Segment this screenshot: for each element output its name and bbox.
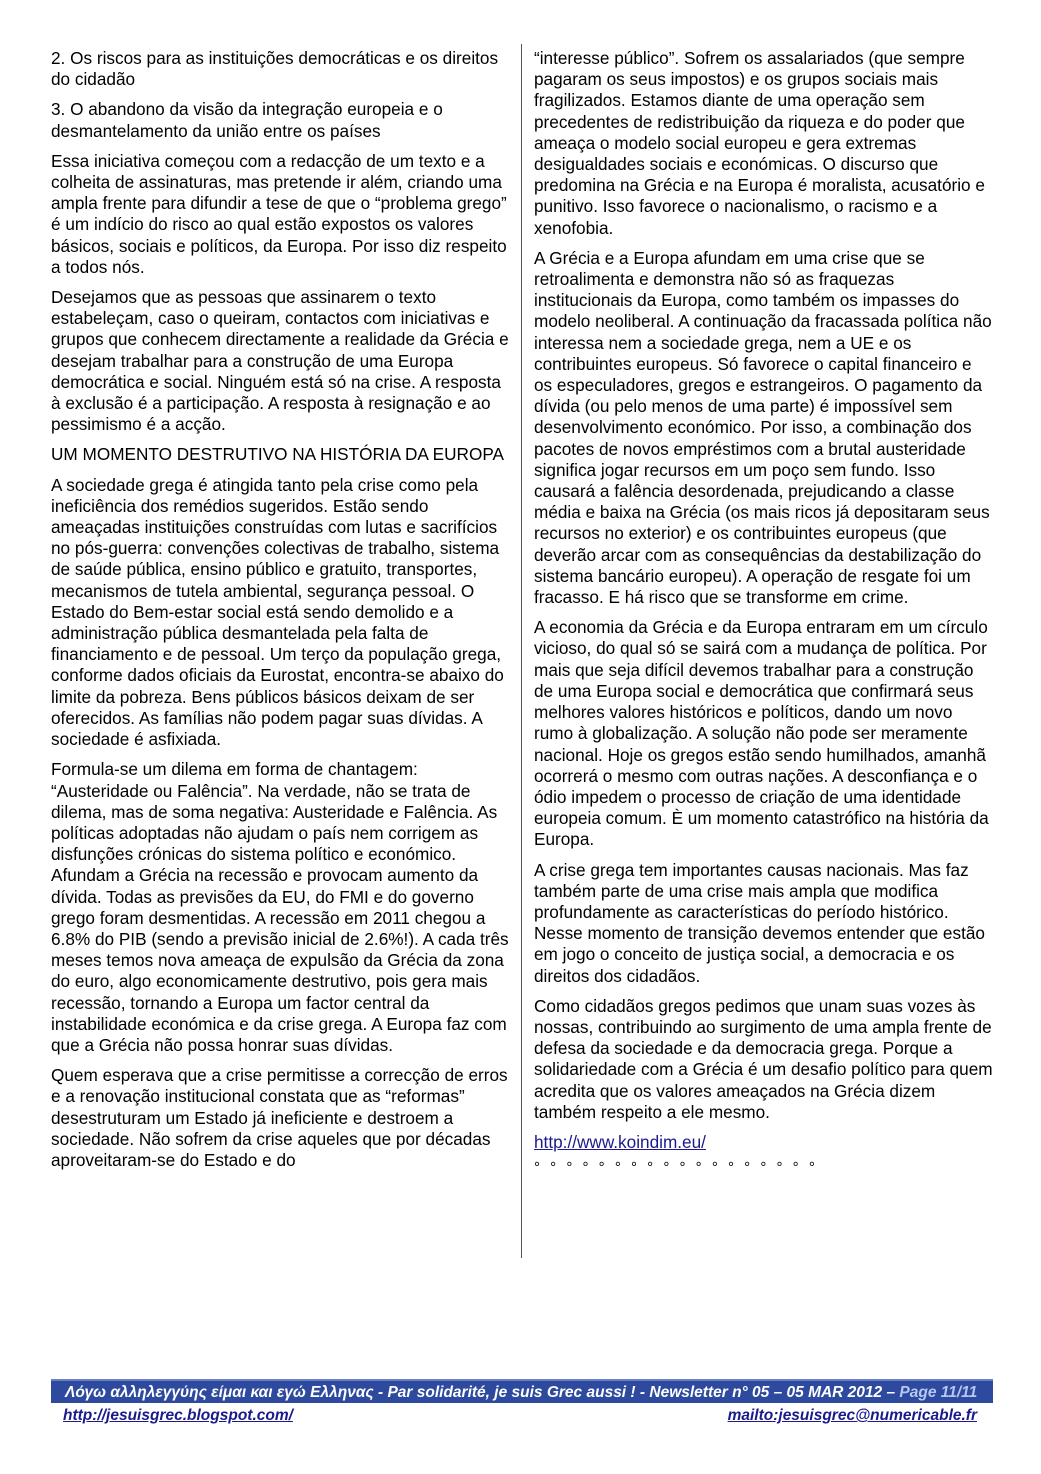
paragraph: A crise grega tem importantes causas nacionais. Mas faz também parte de uma crise mais ampla que modifica profundamente as características do período histórico. Nesse momento de transição devemos entender que estão em jogo o conceito de justiça social, a democracia e os direitos dos cidadãos. (534, 859, 985, 986)
footer-links (63, 1406, 977, 1426)
list-item-2: 2. Os riscos para as instituições democráticas e os direitos do cidadão (51, 48, 499, 90)
paragraph: “interesse público”. Sofrem os assalariados (que sempre pagaram os seus impostos) e os grupos sociais mais fragilizados. Estamos diante de uma operação sem precedentes de redistribuição da riqueza e do poder que ameaça o modelo social europeu e gera extremas desigualdades sociais e económicas. O discurso que predomina na Grécia e na Europa é moralista, acusatório e punitivo. Isso favorece o nacionalismo, o racismo e a xenofobia. (534, 48, 985, 238)
right-column (534, 48, 994, 1178)
mail-link[interactable]: mailto:jesuisgrec@numericable.fr (727, 1407, 977, 1424)
paragraph: A economia da Grécia e da Europa entraram em um círculo vicioso, do qual só se sairá com a mudança de política. Por mais que seja difícil devemos trabalhar para a construção de uma Europa social e democrática que confirmará seus melhores valores históricos e políticos, dando um novo rumo à globalização. A solução não pode ser meramente nacional. Hoje os gregos estão sendo humilhados, amanhã ocorrerá o mesmo com outras nações. A desconfiança e o ódio impedem o processo de criação de uma identidade europeia comum. È um momento catastrófico na história da Europa. (534, 617, 989, 850)
paragraph: Desejamos que as pessoas que assinarem o texto estabeleçam, caso o queiram, contactos com iniciativas e grupos que conhecem directamente a realidade da Grécia e desejam trabalhar para a construção de uma Europa democrática e social. Ninguém está só na crise. A resposta à exclusão é a participação. A resposta à resignação e ao pessimismo é a acção. (51, 287, 509, 435)
footer-greek-text: Λόγω αλληλεγγύης είμαι και εγώ Ελληνας (65, 1384, 374, 1401)
paragraph: A Grécia e a Europa afundam em uma crise que se retroalimenta e demonstra não só as fraquezas institucionais da Europa, como também os impasses do modelo neoliberal. A continuação da fracassada política não interessa nem a sociedade grega, nem a UE e os contribuintes europeus. Só favorece o capital financeiro e os especuladores, gregos e estrangeiros. O pagamento da dívida (ou pelo menos de uma parte) é impossível sem desenvolvimento económico. Por isso, a combinação dos pacotes de novos empréstimos com a brutal austeridade significa jogar recursos em um poço sem fundo. Isso causará a falência desordenada, prejudicando a classe média e baixa na Grécia (os mais ricos já depositaram seus recursos no exterior) e os contribuintes europeus (que deverão arcar com as consequências da destabilização do sistema bancário europeu). A operação de resgate foi um fracasso. E há risco que se transforme em crime. (534, 247, 992, 608)
section-heading: UM MOMENTO DESTRUTIVO NA HISTÓRIA DA EUROPA (51, 444, 504, 465)
footer-newsletter-info: Newsletter n° 05 – 05 MAR 2012 – (649, 1384, 896, 1401)
footer-separator: - (635, 1384, 650, 1401)
left-column (51, 48, 511, 1180)
decorative-dots: ° ° ° ° ° ° ° ° ° ° ° ° ° ° ° ° ° ° (534, 1159, 818, 1177)
column-divider (521, 44, 522, 1258)
paragraph: Quem esperava que a crise permitisse a correcção de erros e a renovação institucional constata que as “reformas” desestruturam um Estado já ineficiente e destroem a sociedade. Não sofrem da crise aqueles que por décadas aproveitaram-se do Estado e do (51, 1065, 508, 1170)
koindim-link[interactable]: http://www.koindim.eu/ (534, 1131, 706, 1152)
paragraph: A sociedade grega é atingida tanto pela crise como pela ineficiência dos remédios sugeridos. Estão sendo ameaçadas instituições construídas com lutas e sacrifícios no pós-guerra: convenções colectivas de trabalho, sistema de saúde pública, ensino público e gratuito, transportes, mecanismos de tutela ambiental, segurança pessoal. O Estado do Bem-estar social está sendo demolido e a administração pública desmantelada pela falta de financiamento e de pessoal. Um terço da população grega, conforme dados oficiais da Eurostat, encontra-se abaixo do limite da pobreza. Bens públicos básicos deixam de ser oferecidos. As famílias não podem pagar suas dívidas. A sociedade é asfixiada. (51, 474, 504, 750)
paragraph: Essa iniciativa começou com a redacção de um texto e a colheita de assinaturas, mas pretende ir além, criando uma ampla frente para difundir a tese de que o “problema grego” é um indício do risco ao qual estão expostos os valores básicos, sociais e políticos, da Europa. Por isso diz respeito a todos nós. (51, 150, 507, 277)
paragraph: Formula-se um dilema em forma de chantagem: “Austeridade ou Falência”. Na verdade, não se trata de dilema, mas de soma negativa: Austeridade e Falência. As políticas adoptadas não ajudam o país nem corrigem as disfunções crónicas do sistema político e económico. Afundam a Grécia na recessão e provocam aumento da dívida. Todas as previsões da EU, do FMI e do governo grego foram desmentidas. A recessão em 2011 chegou a 6.8% do PIB (sendo a previsão inicial de 2.6%!). A cada três meses temos nova ameaça de expulsão da Grécia da zona do euro, algo economicamente destrutivo, pois gera mais recessão, tornando a Europa um factor central da instabilidade económica e da crise grega. A Europa faz com que a Grécia não possa honrar suas dívidas. (51, 759, 509, 1055)
footer-page-number: Page 11/11 (895, 1384, 978, 1401)
paragraph: Como cidadãos gregos pedimos que unam suas vozes às nossas, contribuindo ao surgimento de uma ampla frente de defesa da sociedade e da democracia grega. Porque a solidariedade com a Grécia é um desafio político para quem acredita que os valores ameaçados na Grécia dizem também respeito a ele mesmo. (534, 995, 993, 1122)
blog-link[interactable]: http://jesuisgrec.blogspot.com/ (63, 1407, 293, 1424)
footer-banner (51, 1379, 993, 1403)
list-item-3: 3. O abandono da visão da integração europeia e o desmantelamento da união entre os países (51, 99, 443, 141)
footer-french-text: Par solidarité, je suis Grec aussi ! (387, 1384, 636, 1401)
footer-separator: - (373, 1384, 388, 1401)
